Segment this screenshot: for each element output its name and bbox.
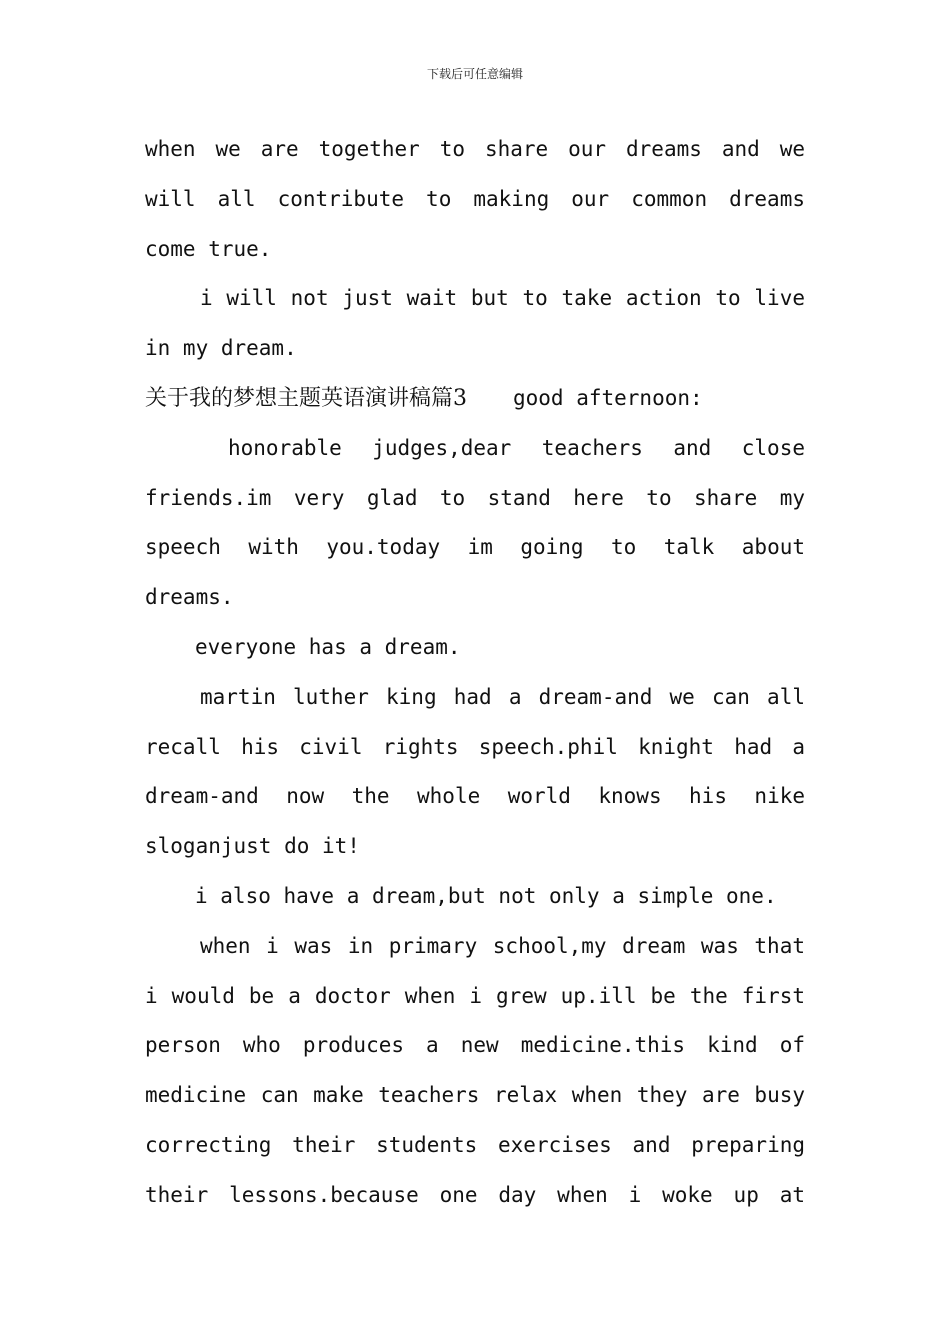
text-line: dream-and now the whole world knows his nike bbox=[145, 784, 805, 809]
text-line: speech with you.today im going to talk about bbox=[145, 535, 805, 560]
text-line: recall his civil rights speech.phil knight had a bbox=[145, 734, 805, 759]
document-body bbox=[145, 125, 805, 1221]
text-line: dreams. bbox=[145, 585, 234, 610]
text-line: person who produces a new medicine.this kind of bbox=[145, 1033, 805, 1058]
text-line: come true. bbox=[145, 236, 272, 261]
text-line: their lessons.because one day when i woke up at bbox=[145, 1182, 805, 1207]
section-heading: 关于我的梦想主题英语演讲稿篇3 bbox=[145, 385, 467, 411]
text-line: when we are together to share our dreams and we bbox=[145, 137, 805, 161]
text-line: everyone has a dream. bbox=[195, 634, 461, 659]
text-line: correcting their students exercises and preparing bbox=[145, 1132, 805, 1157]
page-header: 下载后可任意编辑 bbox=[426, 67, 523, 81]
text-line: i would be a doctor when i grew up.ill be the first bbox=[145, 983, 805, 1008]
text-line: martin luther king had a dream-and we can all bbox=[200, 684, 805, 709]
text-line: medicine can make teachers relax when they are busy bbox=[145, 1083, 805, 1108]
text-line: honorable judges,dear teachers and close bbox=[228, 435, 805, 460]
text-line: friends.im very glad to stand here to share my bbox=[145, 485, 805, 510]
speech-greeting: good afternoon: bbox=[513, 385, 703, 410]
section-heading-line bbox=[145, 374, 805, 424]
text-line: i will not just wait but to take action to live bbox=[200, 286, 805, 311]
text-line: will all contribute to making our common dreams bbox=[145, 186, 805, 211]
text-line: in my dream. bbox=[145, 336, 297, 361]
text-line: i also have a dream,but not only a simple one. bbox=[195, 883, 777, 908]
text-line: sloganjust do it! bbox=[145, 834, 360, 859]
text-line: when i was in primary school,my dream was that bbox=[200, 933, 805, 958]
